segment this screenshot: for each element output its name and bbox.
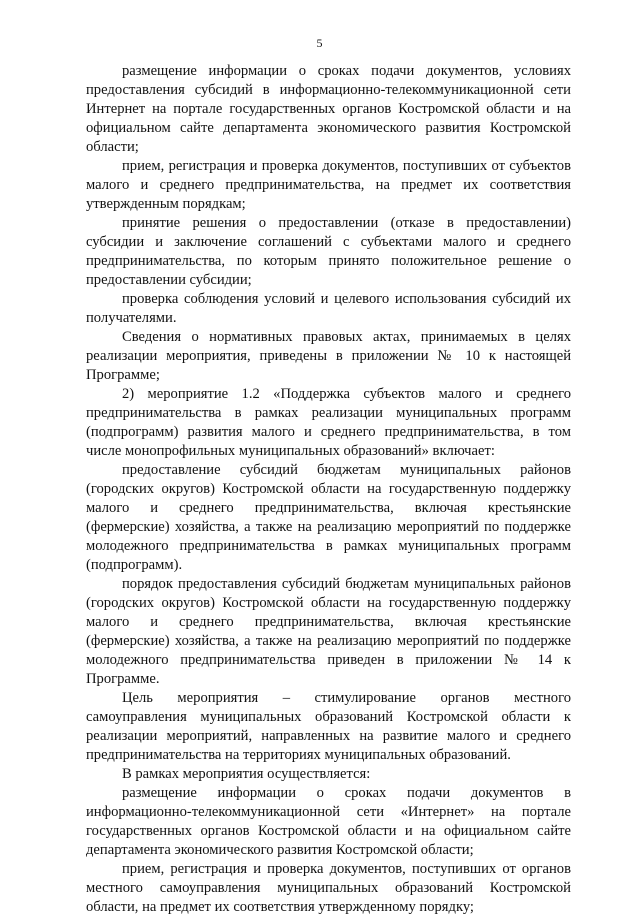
- paragraph-6: 2) мероприятие 1.2 «Поддержка субъектов малого и среднего предпринимательства в рамках реализации муниципальных программ (подпрограмм) развития малого и среднего предпринимательства, в том числе монопрофильных муниципальных образований» включает:: [86, 386, 571, 459]
- paragraph-9: Цель мероприятия – стимулирование органов местного самоуправления муниципальных образований Костромской области к реализации мероприятий, направленных на развитие малого и среднего предпринимательства на территориях муниципальных образований.: [86, 690, 571, 763]
- paragraph-5: Сведения о нормативных правовых актах, принимаемых в целях реализации мероприятия, приведены в приложении № 10 к настоящей Программе;: [86, 329, 571, 383]
- paragraph-8: порядок предоставления субсидий бюджетам муниципальных районов (городских округов) Костромской области на государственную поддержку малого и среднего предпринимательства, включая крестьянские (фермерские) хозяйства, а также на реализацию мероприятий по поддержке молодежного предпринимательства приведен в приложении № 14 к Программе.: [86, 576, 571, 687]
- paragraph-2: прием, регистрация и проверка документов, поступивших от субъектов малого и среднего предпринимательства, на предмет их соответствия утвержденным порядкам;: [86, 158, 571, 212]
- document-body: [86, 62, 571, 917]
- paragraph-10: В рамках мероприятия осуществляется:: [122, 766, 371, 782]
- paragraph-1: размещение информации о сроках подачи документов, условиях предоставления субсидий в информационно-телекоммуникационной сети Интернет на портале государственных органов Костромской области и на официальном сайте департамента экономического развития Костромской области;: [86, 63, 571, 155]
- paragraph-3: принятие решения о предоставлении (отказе в предоставлении) субсидии и заключение соглашений с субъектами малого и среднего предпринимательства, по которым принято положительное решение о предоставлении субсидии;: [86, 215, 571, 288]
- paragraph-4: проверка соблюдения условий и целевого использования субсидий их получателями.: [86, 291, 571, 326]
- page-number: 5: [316, 36, 323, 50]
- paragraph-7: предоставление субсидий бюджетам муниципальных районов (городских округов) Костромской области на государственную поддержку малого и среднего предпринимательства, включая крестьянские (фермерские) хозяйства, а также на реализацию мероприятий по поддержке молодежного предпринимательства в рамках муниципальных программ (подпрограмм).: [86, 462, 571, 573]
- paragraph-11: размещение информации о сроках подачи документов в информационно-телекоммуникационной сети «Интернет» на портале государственных органов Костромской области и на официальном сайте департамента экономического развития Костромской области;: [86, 785, 571, 858]
- paragraph-12: прием, регистрация и проверка документов, поступивших от органов местного самоуправления муниципальных образований Костромской области, на предмет их соответствия утвержденному порядку;: [86, 861, 571, 915]
